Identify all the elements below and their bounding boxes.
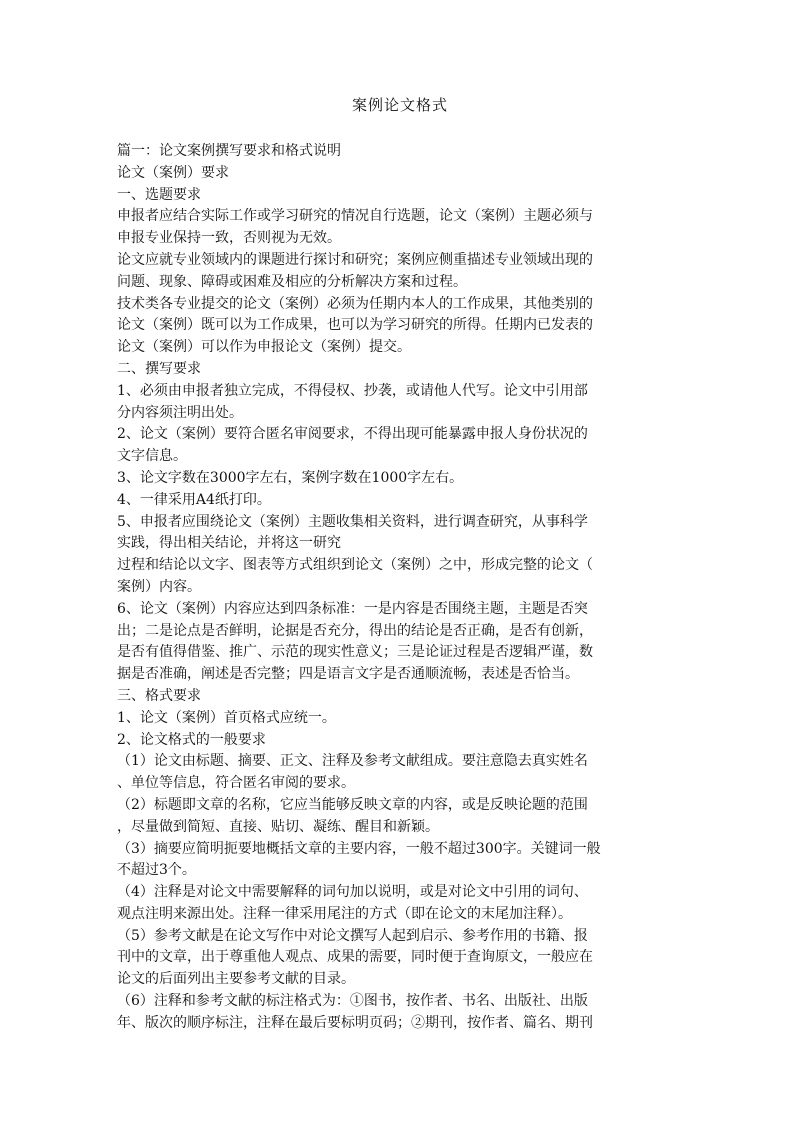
- text-line: 5、申报者应围绕论文（案例）主题收集相关资料，进行调查研究，从事科学: [117, 513, 588, 530]
- text-line: 技术类各专业提交的论文（案例）必须为任期内本人的工作成果，其他类别的: [117, 295, 593, 312]
- text-line: 二、撰写要求: [117, 360, 201, 377]
- text-line: 2、论文（案例）要符合匿名审阅要求，不得出现可能暴露申报人身份状况的: [117, 426, 588, 443]
- text-line: （5）参考文献是在论文写作中对论文撰写人起到启示、参考作用的书籍、报: [117, 927, 588, 944]
- text-line: 、单位等信息，符合匿名审阅的要求。: [117, 775, 355, 792]
- document-body: [117, 141, 679, 1035]
- text-line: 据是否准确，阐述是否完整；四是语言文字是否通顺流畅，表述是否恰当。: [117, 666, 579, 683]
- text-line: 观点注明来源出处。注释一律采用尾注的方式（即在论文的末尾加注释）。: [117, 905, 572, 922]
- text-line: 论文（案例）既可以为工作成果，也可以为学习研究的所得。任期内已发表的: [117, 317, 593, 334]
- text-line: 实践，得出相关结论，并将这一研究: [117, 535, 341, 552]
- text-line: 案例）内容。: [117, 578, 201, 595]
- text-line: 问题、现象、障碍或困难及相应的分析解决方案和过程。: [117, 273, 467, 290]
- text-line: 论文应就专业领域内的课题进行探讨和研究；案例应侧重描述专业领域出现的: [117, 251, 593, 268]
- text-line: 申报专业保持一致，否则视为无效。: [117, 230, 341, 247]
- text-line: 篇一：论文案例撰写要求和格式说明: [117, 143, 341, 159]
- text-line: 1、论文（案例）首页格式应统一。: [117, 709, 336, 726]
- text-line: 申报者应结合实际工作或学习研究的情况自行选题，论文（案例）主题必须与: [117, 208, 593, 225]
- text-line: 1、必须由申报者独立完成，不得侵权、抄袭，或请他人代写。论文中引用部: [117, 382, 588, 399]
- text-line: 2、论文格式的一般要求: [117, 731, 266, 748]
- document-title: 案例论文格式: [351, 96, 448, 114]
- text-line: 文字信息。: [117, 448, 187, 465]
- text-line: 出；二是论点是否鲜明，论据是否充分，得出的结论是否正确，是否有创新，: [117, 622, 593, 639]
- text-line: 一、选题要求: [117, 186, 201, 203]
- text-line: 过程和结论以文字、图表等方式组织到论文（案例）之中，形成完整的论文（: [117, 557, 593, 574]
- text-line: （4）注释是对论文中需要解释的词句加以说明，或是对论文中引用的词句、: [117, 884, 588, 901]
- text-line: 分内容须注明出处。: [117, 404, 243, 421]
- text-line: 论文的后面列出主要参考文献的目录。: [117, 971, 355, 988]
- text-line: 是否有值得借鉴、推广、示范的现实性意义；三是论证过程是否逻辑严谨，数: [117, 644, 593, 661]
- text-line: 3、论文字数在3000字左右，案例字数在1000字左右。: [117, 469, 464, 486]
- text-line: 年、版次的顺序标注，注释在最后要标明页码；②期刊，按作者、篇名、期刊: [117, 1014, 593, 1031]
- text-line: 论文（案例）要求: [117, 164, 229, 181]
- text-line: （3）摘要应简明扼要地概括文章的主要内容，一般不超过300字。关键词一般: [117, 840, 601, 857]
- text-line: （6）注释和参考文献的标注格式为：①图书，按作者、书名、出版社、出版: [117, 993, 588, 1010]
- text-line: 三、格式要求: [117, 687, 201, 704]
- text-line: 不超过3个。: [117, 862, 196, 879]
- text-line: （1）论文由标题、摘要、正文、注释及参考文献组成。要注意隐去真实姓名: [117, 753, 588, 770]
- text-line: ，尽量做到简短、直接、贴切、凝练、醒目和新颖。: [117, 818, 439, 835]
- text-line: （2）标题即文章的名称，它应当能够反映文章的内容，或是反映论题的范围: [117, 796, 588, 813]
- text-line: 论文（案例）可以作为申报论文（案例）提交。: [117, 339, 411, 356]
- text-line: 刊中的文章，出于尊重他人观点、成果的需要，同时便于查询原文，一般应在: [117, 949, 593, 966]
- text-line: 4、一律采用A4纸打印。: [117, 491, 271, 508]
- text-line: 6、论文（案例）内容应达到四条标准：一是内容是否围绕主题，主题是否突: [117, 600, 588, 617]
